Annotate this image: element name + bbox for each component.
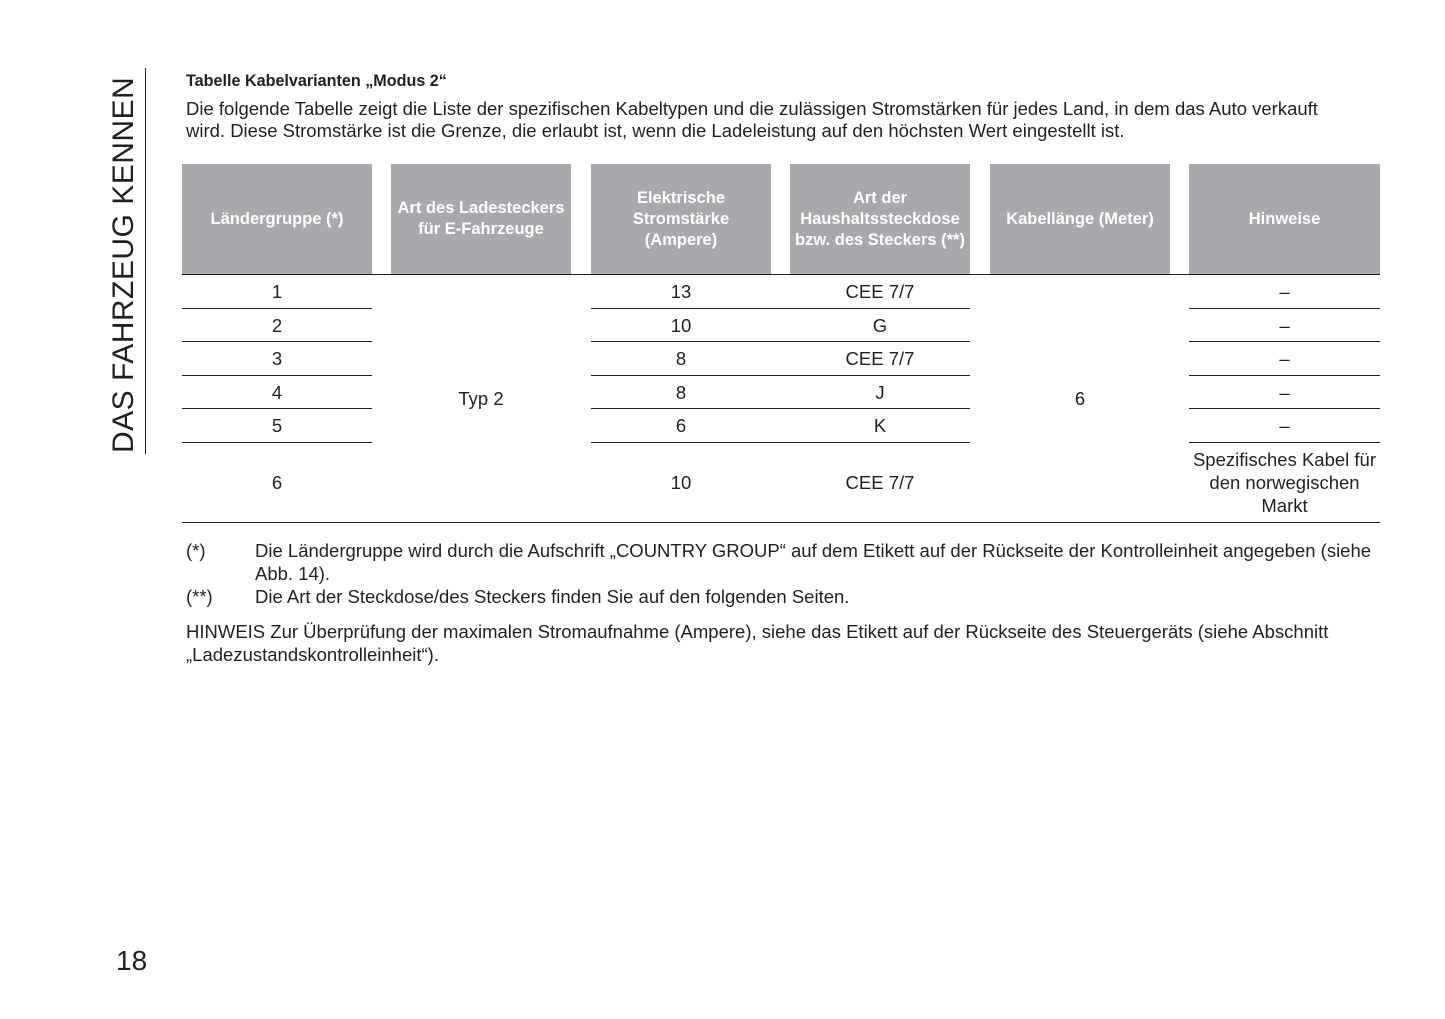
cell-group: 5 [271, 415, 283, 436]
cable-variants-table [182, 164, 1380, 523]
header-socket-type: Art der Haushaltssteckdose bzw. des Steckers (**) [790, 164, 970, 274]
hinweis-paragraph: HINWEIS Zur Überprüfung der maximalen Stromaufnahme (Ampere), siehe das Etikett auf der Rückseite des Steuergeräts (siehe Abschnitt „Ladezustandskontrolleinheit“). [186, 621, 1329, 665]
header-notes: Hinweise [1189, 164, 1380, 274]
cell-current: 10 [670, 314, 692, 336]
footnote [186, 585, 1381, 608]
row-divider [182, 308, 372, 309]
row-divider [591, 341, 970, 342]
header-cable-length: Kabellänge (Meter) [990, 164, 1170, 274]
row-divider [182, 375, 372, 376]
footnote-mark: (*) [186, 540, 206, 561]
row-divider [1189, 408, 1380, 409]
footnote [186, 539, 1381, 585]
header-connector-type: Art des Ladesteckers für E-Fahrzeuge [391, 164, 571, 274]
cell-current: 10 [670, 472, 692, 493]
row-divider [1189, 308, 1380, 309]
row-divider [182, 341, 372, 342]
footnote-text: Die Ländergruppe wird durch die Aufschrift „COUNTRY GROUP“ auf dem Etikett auf der Rückseite der Kontrolleinheit angegeben (siehe Abb. 14). [255, 540, 1372, 584]
table-heading: Tabelle Kabelvarianten „Modus 2“ [186, 71, 447, 90]
cell-socket: J [875, 381, 885, 403]
row-divider [1189, 341, 1380, 342]
cell-socket: CEE 7/7 [845, 281, 915, 302]
cell-group: 4 [271, 381, 283, 403]
cell-socket: G [872, 314, 888, 336]
row-divider [1189, 375, 1380, 376]
footnote-text: Die Art der Steckdose/des Steckers finden Sie auf den folgenden Seiten. [255, 586, 850, 607]
row-divider [591, 375, 970, 376]
intro-paragraph: Die folgende Tabelle zeigt die Liste der spezifischen Kabeltypen und die zulässigen Stromstärken für jedes Land, in dem das Auto verkauft wird. Diese Stromstärke ist die Grenze, die erlaubt ist, wenn die Ladeleistung auf den höchsten Wert eingestellt ist. [186, 98, 1318, 141]
cell-group: 1 [271, 281, 283, 302]
header-current: Elektrische Stromstärke (Ampere) [591, 164, 771, 274]
row-divider [182, 408, 372, 409]
cell-socket: K [873, 415, 887, 436]
cell-socket: CEE 7/7 [845, 348, 915, 369]
row-divider [591, 408, 970, 409]
row-divider [591, 442, 970, 443]
side-section-title: DAS FAHRZEUG KENNEN [107, 76, 140, 453]
cell-cable-length: 6 [1074, 388, 1086, 409]
cell-note: Spezifisches Kabel für den norwegischen Markt [1192, 449, 1377, 516]
cell-group: 6 [271, 472, 283, 493]
row-divider [182, 442, 372, 443]
cell-note: – [1279, 348, 1290, 369]
cell-note: – [1279, 314, 1290, 336]
cell-connector-type: Typ 2 [458, 388, 504, 409]
section-content [186, 70, 1381, 142]
cell-current: 13 [670, 281, 692, 302]
header-country-group: Ländergruppe (*) [182, 164, 372, 274]
table-bottom-rule [182, 522, 1380, 523]
row-divider [1189, 442, 1380, 443]
footnotes [186, 539, 1381, 666]
side-divider [145, 68, 146, 454]
cell-note: – [1279, 415, 1290, 436]
cell-group: 2 [271, 314, 283, 336]
cell-current: 6 [675, 415, 687, 436]
row-divider [591, 308, 970, 309]
page-number: 18 [116, 945, 148, 976]
cell-current: 8 [675, 348, 687, 369]
cell-note: – [1279, 281, 1290, 302]
footnote-mark: (**) [186, 586, 213, 607]
cell-note: – [1279, 381, 1290, 403]
cell-current: 8 [675, 381, 687, 403]
cell-group: 3 [271, 348, 283, 369]
cell-socket: CEE 7/7 [845, 472, 915, 493]
